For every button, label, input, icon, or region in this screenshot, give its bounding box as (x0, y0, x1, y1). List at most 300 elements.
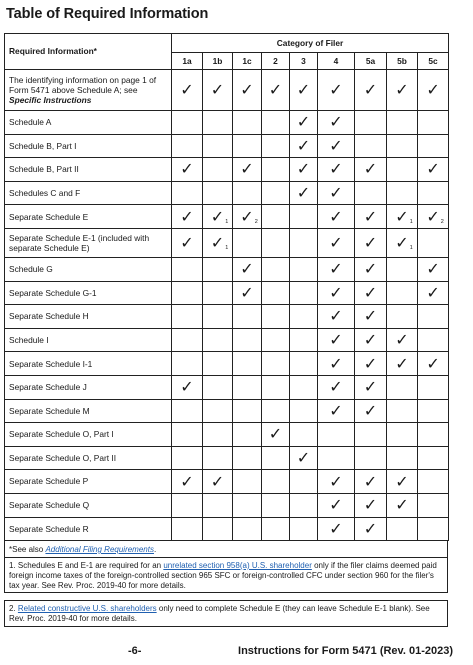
cell-5c (418, 517, 449, 541)
table-row (5, 111, 449, 135)
cell-1a (172, 70, 203, 111)
footnote-ref: 1 (409, 218, 413, 225)
row-label-text: Separate Schedule G-1 (9, 287, 97, 298)
row-label-text: Separate Schedule Q (9, 500, 90, 511)
related-constructive-shareholders-link[interactable]: Related constructive U.S. shareholders (17, 604, 157, 613)
cell-5a (355, 281, 387, 305)
row-label (5, 517, 172, 541)
checkmark-icon: ✓ (329, 282, 343, 302)
checkmark-icon: ✓ (395, 495, 409, 515)
checkmark-icon: ✓ (180, 232, 194, 252)
column-header-1c: 1c (233, 53, 262, 70)
cell-5b (387, 281, 418, 305)
checkmark-icon: ✓ (363, 159, 378, 179)
footnote-1 (4, 557, 448, 593)
cell-5c (418, 158, 449, 182)
checkmark-icon: ✓ (363, 330, 378, 350)
cell-5a (355, 257, 387, 281)
cell-4 (318, 281, 355, 305)
cell-4 (318, 446, 355, 470)
cell-1a (172, 228, 203, 257)
cell-1a (172, 493, 203, 517)
cell-2 (262, 493, 290, 517)
page-title: Table of Required Information (6, 6, 209, 22)
cell-1b (203, 423, 233, 447)
cell-5c (418, 399, 449, 423)
row-label-text: Separate Schedule E-1 (included with separate Schedule E) (9, 232, 150, 253)
footnote-ref: 1 (225, 218, 229, 225)
table-row (5, 399, 449, 423)
cell-5a (355, 470, 387, 494)
cell-1c (233, 181, 262, 205)
checkmark-icon: ✓ (240, 259, 254, 279)
cell-5b (387, 111, 418, 135)
cell-2 (262, 205, 290, 229)
column-header-3: 3 (290, 53, 318, 70)
row-label (5, 134, 172, 158)
cell-5b (387, 70, 418, 111)
table-row (5, 470, 449, 494)
checkmark-icon: ✓ (210, 206, 225, 226)
cell-4 (318, 257, 355, 281)
checkmark-icon: ✓ (180, 471, 194, 491)
table-row (5, 328, 449, 352)
checkmark-icon: ✓ (180, 206, 194, 226)
footnote-ref: 1 (225, 244, 229, 251)
row-label-text: The identifying information on page 1 of Form 5471 above Schedule A; see (9, 74, 157, 95)
checkmark-icon: ✓ (296, 159, 311, 179)
cell-4 (318, 158, 355, 182)
cell-3 (290, 399, 318, 423)
cell-1b (203, 493, 233, 517)
note2-suffix: only need to complete Schedule E (they can leave Schedule E-1 blank). See Rev. Proc. 2019-40 for more details. (9, 604, 430, 624)
checkmark-icon: ✓ (329, 159, 343, 179)
checkmark-icon: ✓ (180, 377, 194, 397)
cell-5a (355, 399, 387, 423)
cell-1c (233, 228, 262, 257)
cell-1a (172, 205, 203, 229)
checkmark-icon: ✓ (240, 80, 254, 99)
checkmark-icon: ✓ (426, 80, 440, 99)
cell-1c (233, 328, 262, 352)
checkmark-icon: ✓ (296, 112, 311, 132)
cell-1a (172, 446, 203, 470)
cell-1a (172, 305, 203, 329)
row-label-text: Schedule I (9, 334, 49, 345)
cell-5c (418, 352, 449, 376)
footnote-ref: 2 (254, 218, 258, 225)
see-also-note (4, 540, 448, 558)
cell-1c (233, 375, 262, 399)
cell-5b (387, 423, 418, 447)
cell-2 (262, 352, 290, 376)
cell-4 (318, 205, 355, 229)
cell-1a (172, 517, 203, 541)
cell-2 (262, 228, 290, 257)
cell-1b (203, 70, 233, 111)
note2-prefix: 2. (9, 604, 18, 613)
cell-5a (355, 70, 387, 111)
required-information-table (4, 33, 449, 541)
cell-3 (290, 181, 318, 205)
checkmark-icon: ✓ (329, 400, 343, 420)
row-label (5, 375, 172, 399)
cell-5a (355, 111, 387, 135)
cell-1c (233, 517, 262, 541)
checkmark-icon: ✓ (329, 330, 343, 350)
table-row (5, 446, 449, 470)
cell-5b (387, 181, 418, 205)
cell-1b (203, 111, 233, 135)
cell-4 (318, 423, 355, 447)
cell-3 (290, 228, 318, 257)
cell-1c (233, 134, 262, 158)
column-header-5c: 5c (418, 53, 449, 70)
cell-1b (203, 470, 233, 494)
row-label-text: Schedule G (9, 264, 53, 275)
cell-1b (203, 328, 233, 352)
checkmark-icon: ✓ (329, 353, 343, 373)
cell-5a (355, 423, 387, 447)
cell-2 (262, 181, 290, 205)
cell-5b (387, 257, 418, 281)
cell-5b (387, 352, 418, 376)
row-label-text: Schedules C and F (9, 187, 81, 198)
cell-1b (203, 375, 233, 399)
cell-1c (233, 305, 262, 329)
cell-1b (203, 158, 233, 182)
column-header-2: 2 (262, 53, 290, 70)
checkmark-icon: ✓ (240, 159, 254, 179)
cell-1a (172, 328, 203, 352)
cell-2 (262, 305, 290, 329)
cell-1a (172, 375, 203, 399)
cell-1a (172, 158, 203, 182)
checkmark-icon: ✓ (329, 471, 343, 491)
cell-1b (203, 257, 233, 281)
cell-1c (233, 446, 262, 470)
checkmark-icon: ✓ (395, 471, 409, 491)
cell-5a (355, 493, 387, 517)
cell-2 (262, 517, 290, 541)
cell-5a (355, 352, 387, 376)
cell-5a (355, 517, 387, 541)
cell-4 (318, 375, 355, 399)
cell-1a (172, 399, 203, 423)
checkmark-icon: ✓ (363, 495, 378, 515)
table-row (5, 134, 449, 158)
cell-4 (318, 181, 355, 205)
cell-1a (172, 281, 203, 305)
table-row (5, 181, 449, 205)
cell-5b (387, 205, 418, 229)
row-label (5, 493, 172, 517)
cell-3 (290, 134, 318, 158)
checkmark-icon: ✓ (296, 448, 311, 468)
cell-1b (203, 399, 233, 423)
cell-5c (418, 70, 449, 111)
cell-4 (318, 328, 355, 352)
cell-1c (233, 158, 262, 182)
row-label-text: Separate Schedule R (9, 523, 89, 534)
cell-5a (355, 134, 387, 158)
checkmark-icon: ✓ (329, 80, 343, 99)
cell-1a (172, 181, 203, 205)
cell-1b (203, 205, 233, 229)
checkmark-icon: ✓ (395, 80, 409, 99)
cell-3 (290, 305, 318, 329)
cell-5b (387, 399, 418, 423)
cell-1c (233, 399, 262, 423)
cell-5c (418, 446, 449, 470)
cell-4 (318, 399, 355, 423)
column-header-5a: 5a (355, 53, 387, 70)
cell-1a (172, 134, 203, 158)
checkmark-icon: ✓ (240, 206, 254, 226)
cell-5c (418, 328, 449, 352)
cell-5a (355, 158, 387, 182)
checkmark-icon: ✓ (363, 306, 378, 326)
cell-1a (172, 111, 203, 135)
checkmark-icon: ✓ (363, 259, 378, 279)
checkmark-icon: ✓ (363, 206, 378, 226)
row-label-text: Schedule B, Part I (9, 140, 77, 151)
row-label-text: Separate Schedule M (9, 405, 90, 416)
page-number: -6- (128, 645, 142, 657)
cell-1a (172, 423, 203, 447)
checkmark-icon: ✓ (268, 424, 283, 444)
checkmark-icon: ✓ (395, 353, 409, 373)
table-row (5, 228, 449, 257)
cell-1b (203, 134, 233, 158)
row-label-text: Schedule A (9, 117, 52, 128)
column-header-5b: 5b (387, 53, 418, 70)
table-row (5, 281, 449, 305)
cell-3 (290, 352, 318, 376)
row-label (5, 205, 172, 229)
table-row (5, 493, 449, 517)
cell-1a (172, 470, 203, 494)
checkmark-icon: ✓ (210, 471, 225, 491)
cell-4 (318, 493, 355, 517)
note1-suffix: only if the filer claims deemed paid foreign income taxes of the foreign-controlled section 965 SFC or foreign-controlled CFC under section 960 for the filer's tax year. See Rev. Proc. 2019-40 for more details. (9, 561, 437, 591)
cell-5b (387, 134, 418, 158)
row-label (5, 352, 172, 376)
checkmark-icon: ✓ (240, 282, 254, 302)
cell-1c (233, 205, 262, 229)
see-also-suffix: . (153, 545, 157, 554)
cell-1c (233, 281, 262, 305)
cell-2 (262, 111, 290, 135)
cell-5c (418, 111, 449, 135)
cell-1c (233, 70, 262, 111)
cell-2 (262, 328, 290, 352)
table-row (5, 352, 449, 376)
cell-5c (418, 305, 449, 329)
cell-5b (387, 305, 418, 329)
cell-1c (233, 352, 262, 376)
row-label-text: Separate Schedule O, Part I (9, 429, 114, 440)
cell-1a (172, 352, 203, 376)
cell-4 (318, 111, 355, 135)
table-row (5, 205, 449, 229)
cell-4 (318, 134, 355, 158)
cell-4 (318, 470, 355, 494)
checkmark-icon: ✓ (329, 518, 343, 538)
cell-5a (355, 305, 387, 329)
cell-1c (233, 470, 262, 494)
row-label-text: Separate Schedule E (9, 211, 89, 222)
cell-3 (290, 470, 318, 494)
checkmark-icon: ✓ (363, 80, 378, 99)
checkmark-icon: ✓ (363, 471, 378, 491)
cell-4 (318, 352, 355, 376)
cell-3 (290, 158, 318, 182)
cell-2 (262, 257, 290, 281)
cell-1b (203, 228, 233, 257)
cell-5a (355, 181, 387, 205)
footnote-ref: 1 (409, 244, 413, 251)
table-row (5, 70, 449, 111)
cell-2 (262, 375, 290, 399)
row-label (5, 281, 172, 305)
checkmark-icon: ✓ (210, 232, 225, 252)
required-info-header: Required Information* (5, 34, 172, 70)
checkmark-icon: ✓ (329, 306, 343, 326)
row-label (5, 305, 172, 329)
checkmark-icon: ✓ (329, 232, 343, 252)
cell-1a (172, 257, 203, 281)
cell-5b (387, 493, 418, 517)
cell-2 (262, 446, 290, 470)
checkmark-icon: ✓ (296, 135, 311, 155)
cell-2 (262, 158, 290, 182)
checkmark-icon: ✓ (210, 80, 225, 99)
row-label-text: Separate Schedule O, Part II (9, 452, 117, 463)
cell-5c (418, 257, 449, 281)
table-row (5, 158, 449, 182)
cell-3 (290, 281, 318, 305)
cell-3 (290, 70, 318, 111)
checkmark-icon: ✓ (426, 206, 440, 226)
row-label-text: Schedule B, Part II (9, 164, 79, 175)
checkmark-icon: ✓ (363, 353, 378, 373)
row-label-text: Separate Schedule J (9, 382, 87, 393)
cell-3 (290, 517, 318, 541)
cell-1b (203, 181, 233, 205)
cell-3 (290, 257, 318, 281)
checkmark-icon: ✓ (395, 206, 409, 226)
cell-5a (355, 375, 387, 399)
row-label (5, 470, 172, 494)
cell-1c (233, 423, 262, 447)
cell-4 (318, 70, 355, 111)
cell-2 (262, 281, 290, 305)
row-label (5, 181, 172, 205)
cell-3 (290, 423, 318, 447)
cell-2 (262, 423, 290, 447)
cell-4 (318, 305, 355, 329)
row-label (5, 257, 172, 281)
table-row (5, 375, 449, 399)
row-label (5, 399, 172, 423)
unrelated-shareholder-link[interactable]: unrelated section 958(a) U.S. shareholder (163, 561, 312, 570)
note1-prefix: 1. Schedules E and E-1 are required for an (9, 561, 164, 570)
row-label-text: Separate Schedule I-1 (9, 358, 93, 369)
cell-1b (203, 305, 233, 329)
checkmark-icon: ✓ (268, 80, 283, 99)
checkmark-icon: ✓ (329, 183, 343, 203)
table-row (5, 305, 449, 329)
row-label (5, 70, 172, 111)
category-header: Category of Filer (172, 34, 449, 53)
cell-5c (418, 423, 449, 447)
additional-filing-requirements-link[interactable]: Additional Filing Requirements (45, 545, 154, 554)
cell-1b (203, 446, 233, 470)
cell-1b (203, 281, 233, 305)
cell-3 (290, 111, 318, 135)
cell-5b (387, 158, 418, 182)
document-title: Instructions for Form 5471 (Rev. 01-2023) (238, 645, 453, 657)
cell-3 (290, 493, 318, 517)
cell-3 (290, 375, 318, 399)
cell-2 (262, 70, 290, 111)
column-header-1a: 1a (172, 53, 203, 70)
row-label-text: Separate Schedule P (9, 476, 89, 487)
checkmark-icon: ✓ (329, 135, 343, 155)
cell-1c (233, 257, 262, 281)
cell-3 (290, 328, 318, 352)
cell-4 (318, 228, 355, 257)
checkmark-icon: ✓ (363, 232, 378, 252)
table-row (5, 257, 449, 281)
checkmark-icon: ✓ (426, 282, 440, 302)
row-label (5, 328, 172, 352)
checkmark-icon: ✓ (329, 495, 343, 515)
cell-2 (262, 470, 290, 494)
cell-5c (418, 375, 449, 399)
cell-5c (418, 181, 449, 205)
row-label (5, 111, 172, 135)
checkmark-icon: ✓ (426, 259, 440, 279)
cell-5c (418, 134, 449, 158)
checkmark-icon: ✓ (395, 232, 409, 252)
cell-5a (355, 205, 387, 229)
row-label (5, 228, 172, 257)
cell-5b (387, 328, 418, 352)
checkmark-icon: ✓ (395, 330, 409, 350)
cell-2 (262, 134, 290, 158)
specific-instructions-ref: Specific Instructions (9, 95, 92, 106)
table-row (5, 423, 449, 447)
checkmark-icon: ✓ (296, 183, 311, 203)
checkmark-icon: ✓ (363, 282, 378, 302)
row-label-text: Separate Schedule H (9, 311, 89, 322)
see-also-prefix: *See also (9, 545, 46, 554)
cell-5a (355, 446, 387, 470)
checkmark-icon: ✓ (363, 518, 378, 538)
checkmark-icon: ✓ (426, 159, 440, 179)
cell-5c (418, 281, 449, 305)
column-header-4: 4 (318, 53, 355, 70)
checkmark-icon: ✓ (329, 377, 343, 397)
checkmark-icon: ✓ (180, 159, 194, 179)
cell-3 (290, 446, 318, 470)
checkmark-icon: ✓ (180, 80, 194, 99)
cell-5c (418, 205, 449, 229)
cell-4 (318, 517, 355, 541)
cell-5c (418, 470, 449, 494)
